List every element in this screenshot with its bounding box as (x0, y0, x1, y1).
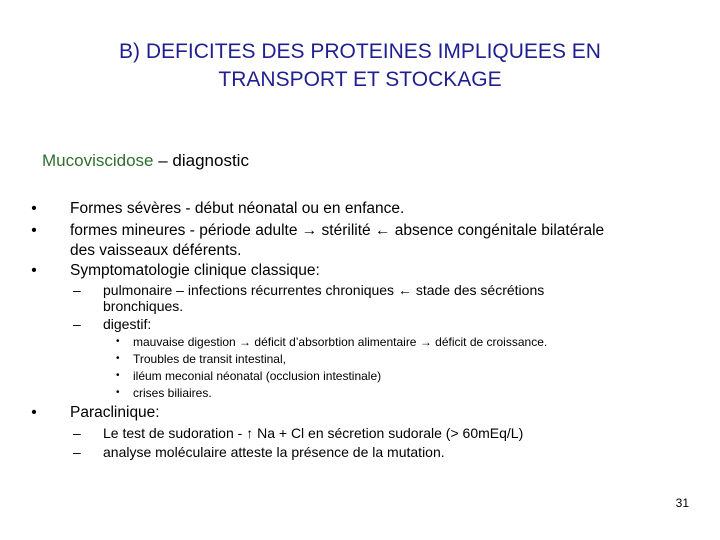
sub-sub-list-item (116, 385, 673, 401)
sub-sub-list-item-text: Troubles de transit intestinal, (133, 352, 286, 366)
subtitle-accent: Mucoviscidose (42, 151, 154, 170)
dash-marker: – (73, 282, 81, 298)
dash-marker: – (73, 316, 81, 332)
bullet-marker: • (116, 353, 120, 364)
sub-list-item-text: pulmonaire – infections récurrentes chroniques ← stade des sécrétions bronchiques. (103, 282, 545, 314)
list-item-text: Paraclinique: (70, 404, 160, 421)
list-item (31, 261, 670, 281)
bullet-marker: • (116, 336, 120, 347)
bullet-marker: • (31, 222, 37, 239)
dash-marker: – (73, 444, 81, 460)
sub-list-item-text: analyse moléculaire atteste la présence de la mutation. (103, 444, 445, 460)
sub-sub-list-item-text: iléum meconial néonatal (occlusion intestinale) (133, 369, 382, 383)
title-line-2: TRANSPORT ET STOCKAGE (218, 68, 502, 91)
sub-list-item (73, 282, 623, 314)
list-item (31, 403, 670, 423)
sub-sub-list-item (116, 368, 673, 384)
slide-title (40, 38, 680, 94)
sub-list-item (73, 316, 663, 332)
bullet-marker: • (116, 387, 120, 398)
sub-list-item-text: digestif: (103, 316, 152, 332)
sub-list-item-text: Le test de sudoration - ↑ Na + Cl en sécretion sudorale (> 60mEq/L) (103, 425, 524, 441)
sub-sub-list-item (116, 351, 673, 367)
bullet-marker: • (31, 262, 37, 279)
section-subtitle (42, 150, 249, 172)
list-item-text: Symptomatologie clinique classique: (70, 262, 320, 279)
sub-list-item (73, 444, 663, 460)
list-item (31, 221, 630, 261)
dash-marker: – (73, 425, 81, 441)
subtitle-rest: – diagnostic (153, 151, 249, 170)
sub-sub-list-item-text: crises biliaires. (133, 386, 212, 400)
list-item (31, 199, 670, 219)
list-item-text: formes mineures - période adulte → stérilité ← absence congénitale bilatérale des vaisseaux déférents. (70, 222, 605, 259)
sub-sub-list-item-text: mauvaise digestion → déficit d’absorbtion alimentaire → déficit de croissance. (133, 335, 548, 349)
bullet-marker: • (116, 370, 120, 381)
sub-list-item (73, 425, 663, 441)
page-number: 31 (675, 496, 689, 510)
title-line-1: B) DEFICITES DES PROTEINES IMPLIQUEES EN (119, 40, 601, 63)
list-item-text: Formes sévères - début néonatal ou en enfance. (70, 200, 405, 217)
bullet-marker: • (31, 404, 37, 421)
sub-sub-list-item (116, 334, 673, 350)
bullet-marker: • (31, 200, 37, 217)
